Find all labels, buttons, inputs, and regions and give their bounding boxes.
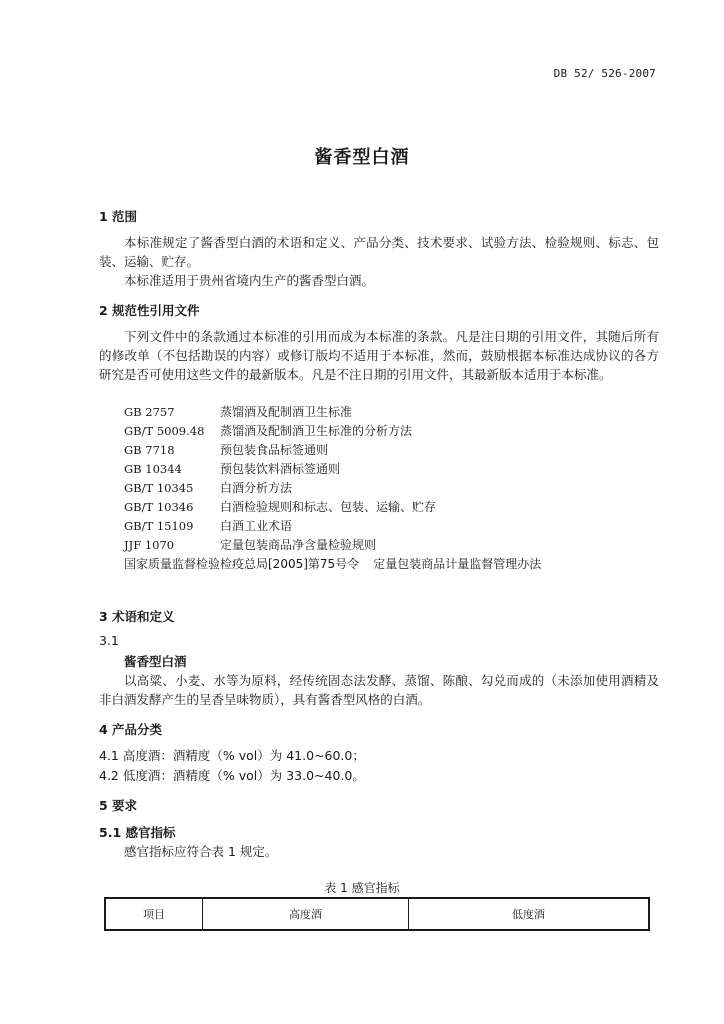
reference-code: GB 10344 xyxy=(124,462,182,476)
section-1-paragraph-2: 本标准适用于贵州省境内生产的酱香型白酒。 xyxy=(124,273,375,288)
reference-item xyxy=(124,498,541,517)
reference-item xyxy=(124,422,541,441)
table-header-high: 高度酒 xyxy=(203,898,409,930)
reference-title: 定量包装商品计量监督管理办法 xyxy=(373,557,542,571)
clause-4-1: 4.1 高度酒：酒精度（% vol）为 41.0~60.0； xyxy=(99,748,365,763)
clause-5-1-text: 感官指标应符合表 1 规定。 xyxy=(124,844,278,859)
table-1 xyxy=(104,897,650,931)
reference-code: GB/T 15109 xyxy=(124,519,194,533)
reference-item xyxy=(124,403,541,422)
table-1-caption: 表 1 感官指标 xyxy=(324,881,400,895)
section-1-heading: 1 范围 xyxy=(99,209,138,224)
reference-code: GB/T 10346 xyxy=(124,500,194,514)
document-code: DB 52/ 526-2007 xyxy=(553,67,656,80)
table-header-item: 项目 xyxy=(105,898,203,930)
clause-4-2: 4.2 低度酒：酒精度（% vol）为 33.0~40.0。 xyxy=(99,768,365,783)
section-3-heading: 3 术语和定义 xyxy=(99,609,175,624)
term-name: 酱香型白酒 xyxy=(124,654,187,669)
reference-item xyxy=(124,479,541,498)
clause-5-1-heading: 5.1 感官指标 xyxy=(99,825,176,840)
reference-title: 白酒工业术语 xyxy=(220,519,293,533)
reference-title: 白酒检验规则和标志、包装、运输、贮存 xyxy=(220,500,437,514)
reference-item xyxy=(124,555,541,574)
section-2-paragraph: 下列文件中的条款通过本标准的引用而成为本标准的条款。凡是注日期的引用文件，其随后所有的修改单（不包括勘误的内容）或修订版均不适用于本标准，然而，鼓励根据本标准达成协议的各方研究是否可使用这些文件的最新版本。凡是不注日期的引用文件，其最新版本适用于本标准。 xyxy=(99,329,659,382)
term-definition: 以高粱、小麦、水等为原料，经传统固态法发酵、蒸馏、陈酿、勾兑而成的（未添加使用酒精及非白酒发酵产生的呈香呈味物质），具有酱香型风格的白酒。 xyxy=(99,673,659,707)
reference-title: 预包装饮料酒标签通则 xyxy=(220,462,341,476)
reference-title: 蒸馏酒及配制酒卫生标准的分析方法 xyxy=(220,424,413,438)
reference-item xyxy=(124,536,541,555)
section-4-heading: 4 产品分类 xyxy=(99,722,163,737)
reference-title: 蒸馏酒及配制酒卫生标准 xyxy=(220,405,353,419)
reference-item xyxy=(124,517,541,536)
document-title: 酱香型白酒 xyxy=(314,147,410,168)
reference-code: JJF 1070 xyxy=(124,538,175,552)
reference-title: 白酒分析方法 xyxy=(220,481,293,495)
section-2-heading: 2 规范性引用文件 xyxy=(99,303,200,318)
reference-title: 定量包装商品净含量检验规则 xyxy=(220,538,377,552)
reference-code: 国家质量监督检验检疫总局[2005]第75号令 xyxy=(124,557,360,571)
reference-item xyxy=(124,441,541,460)
section-1-paragraph-1: 本标准规定了酱香型白酒的术语和定义、产品分类、技术要求、试验方法、检验规则、标志、包装、运输、贮存。 xyxy=(99,235,659,269)
reference-code: GB/T 5009.48 xyxy=(124,424,205,438)
table-header-low: 低度酒 xyxy=(409,898,650,930)
reference-item xyxy=(124,460,541,479)
reference-code: GB 2757 xyxy=(124,405,175,419)
reference-list xyxy=(124,403,541,574)
reference-title: 预包装食品标签通则 xyxy=(220,443,329,457)
clause-3-1-number: 3.1 xyxy=(99,633,119,648)
section-5-heading: 5 要求 xyxy=(99,798,138,813)
reference-code: GB 7718 xyxy=(124,443,175,457)
table-header-row xyxy=(105,898,649,930)
reference-code: GB/T 10345 xyxy=(124,481,194,495)
